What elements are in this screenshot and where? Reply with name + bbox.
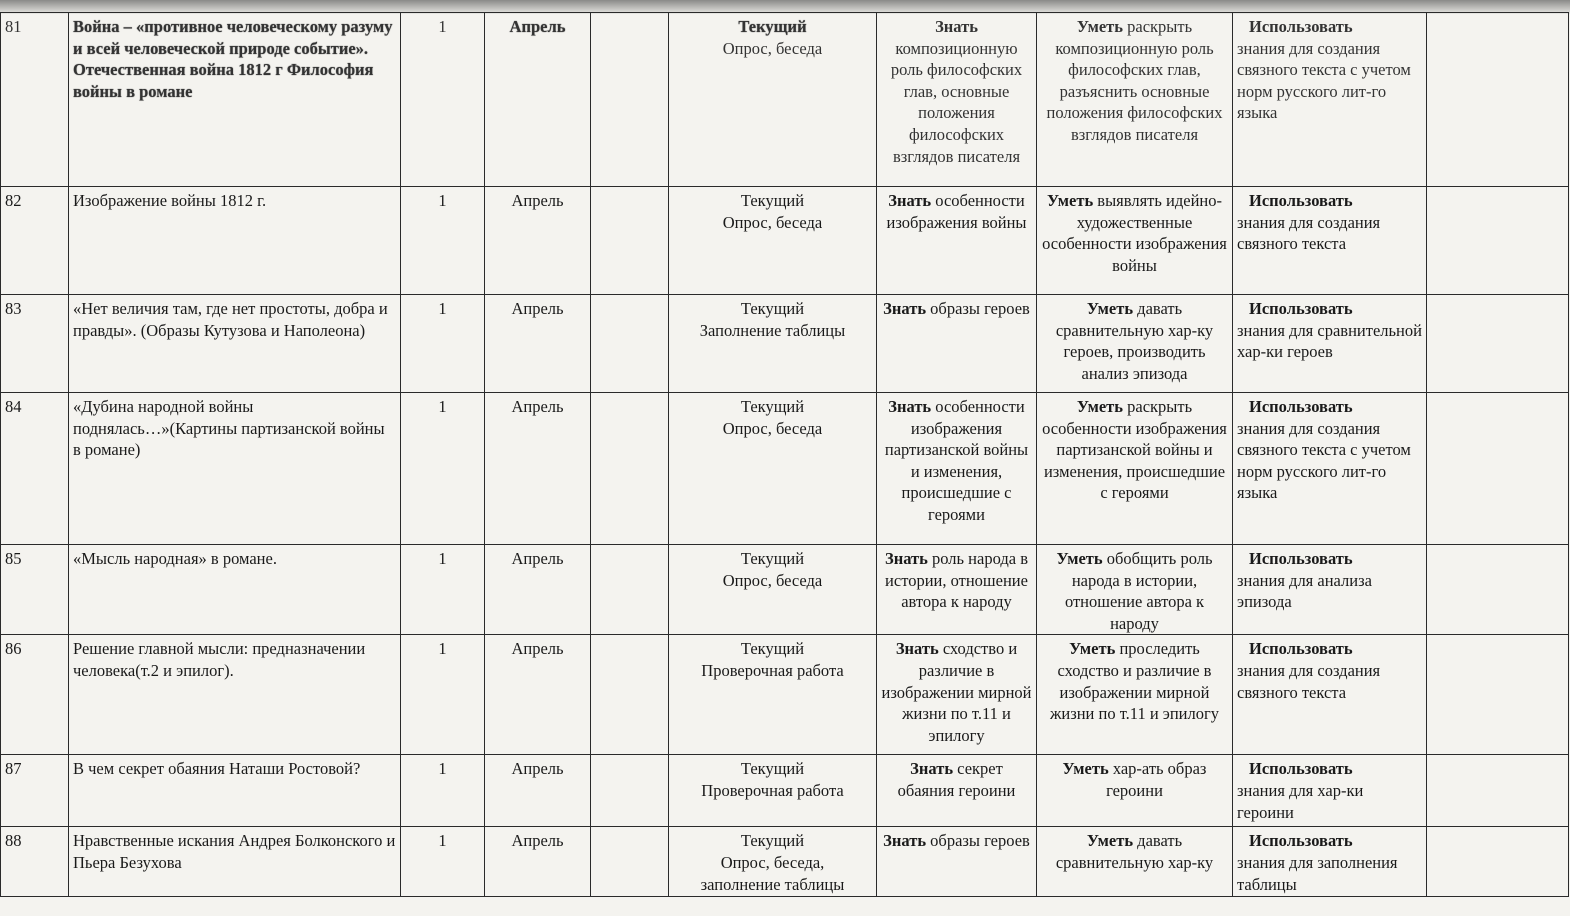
control-cell	[669, 187, 877, 295]
notes-cell	[1427, 13, 1569, 187]
use-cell	[1233, 393, 1427, 545]
control-type: Текущий	[740, 191, 805, 210]
control-type: Текущий	[740, 549, 805, 568]
skill-text: проследить сходство и различие в изображении мирной жизни по т.11 и эпилогу	[1049, 639, 1220, 724]
date-cell	[591, 295, 669, 393]
control-type: Текущий	[740, 299, 805, 318]
use-cell	[1233, 187, 1427, 295]
skill-label: Уметь	[1047, 191, 1094, 210]
table-row	[1, 635, 1569, 755]
lesson-month: Апрель	[485, 13, 591, 187]
control-form: Проверочная работа	[701, 780, 844, 800]
control-form: Проверочная работа	[701, 660, 844, 680]
skill-label: Уметь	[1076, 17, 1124, 36]
lesson-number: 85	[1, 545, 69, 635]
use-text: знания для создания связного текста с учетом норм русского лит-го языка	[1237, 418, 1411, 503]
skill-label: Уметь	[1086, 299, 1134, 318]
control-type: Текущий	[740, 831, 805, 851]
lesson-topic: Решение главной мысли: предназначении человека(т.2 и эпилог).	[69, 635, 401, 755]
skill-cell	[1037, 635, 1233, 755]
use-label: Использовать	[1249, 299, 1353, 318]
know-cell	[877, 635, 1037, 755]
notes-cell	[1427, 393, 1569, 545]
control-extra: заполнение таблицы	[700, 874, 845, 894]
know-text: особенности изображения партизанской войны и изменения, происшедшие с героями	[884, 397, 1029, 524]
skill-cell	[1037, 827, 1233, 897]
table-row	[1, 295, 1569, 393]
lesson-topic: «Мысль народная» в романе.	[69, 545, 401, 635]
lesson-month: Апрель	[485, 187, 591, 295]
know-cell	[877, 755, 1037, 827]
use-cell	[1233, 295, 1427, 393]
use-label: Использовать	[1249, 549, 1353, 568]
know-cell	[877, 295, 1037, 393]
use-label: Использовать	[1249, 17, 1353, 36]
lesson-number: 88	[1, 827, 69, 897]
lesson-hours: 1	[401, 755, 485, 827]
skill-cell	[1037, 545, 1233, 635]
date-cell	[591, 393, 669, 545]
know-text: особенности изображения войны	[886, 191, 1027, 232]
skill-label: Уметь	[1056, 549, 1103, 568]
skill-text: раскрыть особенности изображения партизанской войны и изменения, происшедшие с героями	[1042, 397, 1227, 503]
lesson-hours: 1	[401, 295, 485, 393]
control-cell	[669, 393, 877, 545]
notes-cell	[1427, 295, 1569, 393]
use-text: знания для создания связного текста	[1237, 212, 1381, 254]
lesson-hours: 1	[401, 13, 485, 187]
know-label: Знать	[935, 17, 978, 36]
control-type: Текущий	[740, 639, 805, 659]
control-cell	[669, 755, 877, 827]
skill-cell	[1037, 755, 1233, 827]
lesson-topic: «Нет величия там, где нет простоты, добра и правды». (Образы Кутузова и Наполеона)	[69, 295, 401, 393]
lesson-topic: Изображение войны 1812 г.	[69, 187, 401, 295]
control-type: Текущий	[738, 17, 807, 36]
lesson-topic: Нравственные искания Андрея Болконского и Пьера Безухова	[69, 827, 401, 897]
use-cell	[1233, 755, 1427, 827]
skill-cell	[1037, 187, 1233, 295]
use-cell	[1233, 827, 1427, 897]
notes-cell	[1427, 755, 1569, 827]
lesson-hours: 1	[401, 393, 485, 545]
use-text: знания для создания связного текста с учетом норм русского лит-го языка	[1237, 38, 1411, 123]
know-label: Знать	[883, 299, 927, 318]
control-type: Текущий	[740, 759, 805, 779]
lesson-topic: Война – «противное человеческому разуму и всей человеческой природе событие». Отечественная война 1812 г Философия войны в романе	[69, 13, 401, 187]
lesson-month: Апрель	[485, 635, 591, 755]
skill-text: давать сравнительную хар-ку	[1055, 831, 1214, 872]
skill-text: обобщить роль народа в истории, отношение автора к народу	[1064, 549, 1213, 633]
table-row	[1, 827, 1569, 897]
control-form: Опрос, беседа,	[720, 852, 825, 872]
control-cell	[669, 827, 877, 897]
use-label: Использовать	[1249, 639, 1353, 659]
notes-cell	[1427, 545, 1569, 635]
use-cell	[1233, 635, 1427, 755]
table-body	[1, 13, 1569, 897]
lesson-hours: 1	[401, 827, 485, 897]
use-text: знания для заполнения таблицы	[1237, 852, 1398, 894]
skill-text: хар-ать образ героини	[1106, 759, 1207, 800]
use-text: знания для создания связного текста	[1237, 660, 1381, 702]
skill-label: Уметь	[1086, 831, 1134, 851]
know-cell	[877, 545, 1037, 635]
date-cell	[591, 755, 669, 827]
control-cell	[669, 545, 877, 635]
lesson-plan-table	[0, 12, 1569, 897]
lesson-hours: 1	[401, 545, 485, 635]
know-text: образы героев	[930, 831, 1030, 851]
use-label: Использовать	[1249, 191, 1353, 210]
lesson-number: 86	[1, 635, 69, 755]
control-form: Опрос, беседа	[722, 212, 823, 232]
know-text: секрет обаяния героини	[897, 759, 1016, 800]
notes-cell	[1427, 827, 1569, 897]
control-type: Текущий	[740, 397, 805, 416]
control-cell	[669, 635, 877, 755]
know-text: композиционную роль философских глав, основные положения философских взглядов писателя	[890, 38, 1023, 166]
control-cell	[669, 13, 877, 187]
skill-label: Уметь	[1062, 759, 1109, 779]
lesson-month: Апрель	[485, 393, 591, 545]
lesson-number: 84	[1, 393, 69, 545]
control-form: Заполнение таблицы	[699, 320, 846, 340]
notes-cell	[1427, 187, 1569, 295]
use-label: Использовать	[1249, 831, 1353, 851]
lesson-month: Апрель	[485, 295, 591, 393]
know-text: сходство и различие в изображении мирной жизни по т.11 и эпилогу	[881, 639, 1032, 745]
control-form: Опрос, беседа	[722, 38, 823, 58]
use-text: знания для анализа эпизода	[1237, 570, 1372, 612]
know-label: Знать	[885, 549, 928, 568]
control-form: Опрос, беседа	[722, 570, 823, 590]
lesson-number: 82	[1, 187, 69, 295]
notes-cell	[1427, 635, 1569, 755]
know-text: роль народа в истории, отношение автора к народу	[885, 549, 1028, 612]
skill-cell	[1037, 295, 1233, 393]
know-label: Знать	[888, 397, 932, 416]
date-cell	[591, 635, 669, 755]
lesson-number: 83	[1, 295, 69, 393]
table-row	[1, 393, 1569, 545]
skill-cell	[1037, 13, 1233, 187]
control-cell	[669, 295, 877, 393]
know-cell	[877, 827, 1037, 897]
skill-cell	[1037, 393, 1233, 545]
use-label: Использовать	[1249, 759, 1353, 779]
know-label: Знать	[895, 639, 939, 659]
date-cell	[591, 13, 669, 187]
lesson-topic: «Дубина народной войны поднялась…»(Картины партизанской войны в романе)	[69, 393, 401, 545]
skill-label: Уметь	[1069, 639, 1116, 659]
date-cell	[591, 827, 669, 897]
know-label: Знать	[883, 831, 927, 851]
lesson-month: Апрель	[485, 827, 591, 897]
know-label: Знать	[910, 759, 954, 779]
table-row	[1, 755, 1569, 827]
lesson-hours: 1	[401, 635, 485, 755]
lesson-month: Апрель	[485, 545, 591, 635]
control-form: Опрос, беседа	[722, 418, 823, 438]
know-cell	[877, 13, 1037, 187]
use-cell	[1233, 545, 1427, 635]
use-text: знания для сравнительной хар-ки героев	[1237, 320, 1422, 362]
know-label: Знать	[888, 191, 932, 210]
know-text: образы героев	[930, 299, 1030, 318]
skill-text: раскрыть композиционную роль философских глав, разъяснить основные положения философских взглядов писателя	[1046, 17, 1223, 144]
skill-label: Уметь	[1076, 397, 1124, 416]
skill-text: давать сравнительную хар-ку героев, производить анализ эпизода	[1055, 299, 1214, 383]
know-cell	[877, 393, 1037, 545]
lesson-number: 81	[1, 13, 69, 187]
use-label: Использовать	[1249, 397, 1353, 416]
use-cell	[1233, 13, 1427, 187]
skill-text: выявлять идейно-художественные особенности изображения войны	[1042, 191, 1227, 275]
lesson-topic: В чем секрет обаяния Наташи Ростовой?	[69, 755, 401, 827]
lesson-number: 87	[1, 755, 69, 827]
lesson-month: Апрель	[485, 755, 591, 827]
table-row	[1, 545, 1569, 635]
date-cell	[591, 545, 669, 635]
date-cell	[591, 187, 669, 295]
know-cell	[877, 187, 1037, 295]
use-text: знания для хар-ки героини	[1237, 780, 1364, 822]
table-row	[1, 187, 1569, 295]
table-row	[1, 13, 1569, 187]
lesson-hours: 1	[401, 187, 485, 295]
